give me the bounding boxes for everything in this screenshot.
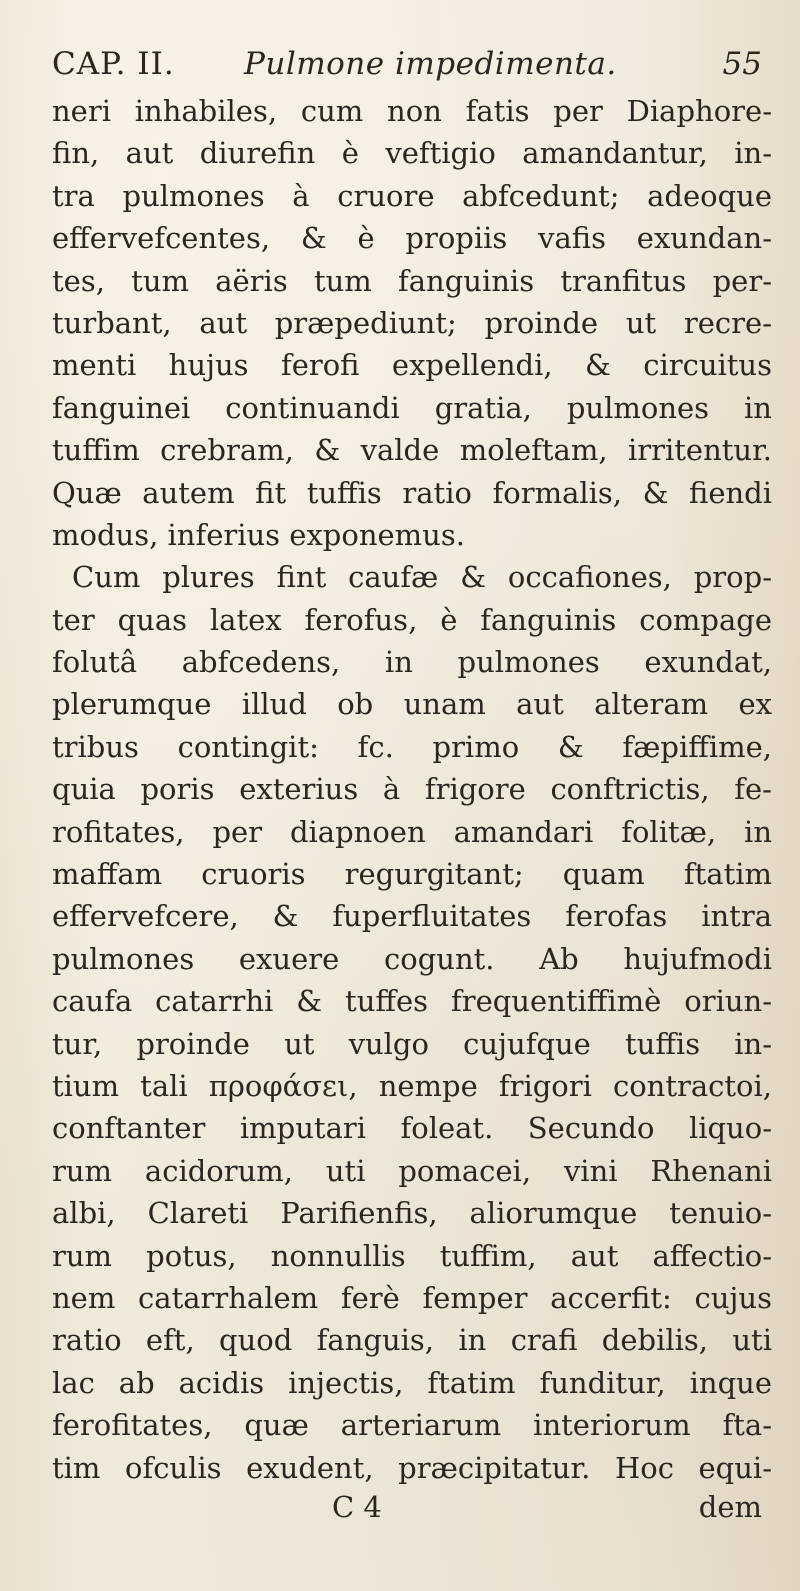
- text-line: Cum plures fint caufæ & occafiones, prop-: [72, 560, 772, 595]
- text-line: tium tali προφάσει, nempe frigori contractoi,: [52, 1068, 772, 1103]
- text-line: albi, Clareti Parifienfis, aliorumque tenuio-: [52, 1196, 772, 1231]
- text-line: rofitates, per diapnoen amandari folitæ, in: [52, 814, 772, 849]
- text-line: tes, tum aëris tum fanguinis tranfitus per-: [52, 263, 772, 298]
- text-line: fanguinei continuandi gratia, pulmones in: [52, 390, 772, 425]
- text-line: ratio eft, quod fanguis, in crafi debilis, uti: [52, 1323, 772, 1358]
- text-line: tuffim crebram, & valde moleftam, irritentur.: [52, 433, 772, 468]
- text-line: nem catarrhalem ferè femper accerfit: cujus: [52, 1280, 772, 1315]
- catchword: dem: [698, 1490, 762, 1524]
- text-line: conftanter imputari foleat. Secundo liquo-: [52, 1111, 772, 1146]
- text-line: rum potus, nonnullis tuffim, aut affectio-: [52, 1238, 772, 1273]
- running-header: [52, 46, 762, 90]
- text-line: Quæ autem fit tuffis ratio formalis, & fiendi: [52, 475, 772, 510]
- text-line: plerumque illud ob unam aut alteram ex: [52, 687, 772, 722]
- text-line: ter quas latex ferofus, è fanguinis compage: [52, 602, 772, 637]
- text-line: neri inhabiles, cum non fatis per Diaphore-: [52, 94, 772, 128]
- body-text: [52, 90, 772, 1489]
- text-line: fin, aut diurefin è veftigio amandantur, in-: [52, 136, 772, 171]
- text-line: effervefcentes, & è propiis vafis exundan-: [52, 221, 772, 256]
- text-line: pulmones exuere cogunt. Ab hujufmodi: [52, 941, 772, 976]
- text-line: tim ofculis exudent, præcipitatur. Hoc equi-: [52, 1450, 772, 1485]
- signature-mark: C 4: [332, 1490, 382, 1524]
- text-line: lac ab acidis injectis, ftatim funditur, inque: [52, 1365, 772, 1400]
- page-footer: [52, 1490, 762, 1530]
- text-line: menti hujus ferofi expellendi, & circuitus: [52, 348, 772, 383]
- text-line: rum acidorum, uti pomacei, vini Rhenani: [52, 1153, 772, 1188]
- text-line: tra pulmones à cruore abfcedunt; adeoque: [52, 178, 772, 213]
- text-line: modus, inferius exponemus.: [52, 517, 465, 552]
- text-line: maffam cruoris regurgitant; quam ftatim: [52, 857, 772, 892]
- text-line: ferofitates, quæ arteriarum interiorum fta-: [52, 1408, 772, 1443]
- text-line: caufa catarrhi & tuffes frequentiffimè oriun-: [52, 984, 772, 1019]
- chapter-label: CAP. II.: [52, 46, 175, 82]
- text-line: effervefcere, & fuperfluitates ferofas intra: [52, 899, 772, 934]
- text-line: tur, proinde ut vulgo cujufque tuffis in-: [52, 1026, 772, 1061]
- text-line: quia poris exterius à frigore conftrictis, fe-: [52, 772, 772, 807]
- page-number: 55: [722, 46, 762, 82]
- text-line: folutâ abfcedens, in pulmones exundat,: [52, 645, 772, 680]
- running-title: Pulmone impedimenta.: [244, 46, 617, 82]
- text-line: turbant, aut præpediunt; proinde ut recre-: [52, 305, 772, 340]
- text-line: tribus contingit: fc. primo & fæpiffime,: [52, 729, 772, 764]
